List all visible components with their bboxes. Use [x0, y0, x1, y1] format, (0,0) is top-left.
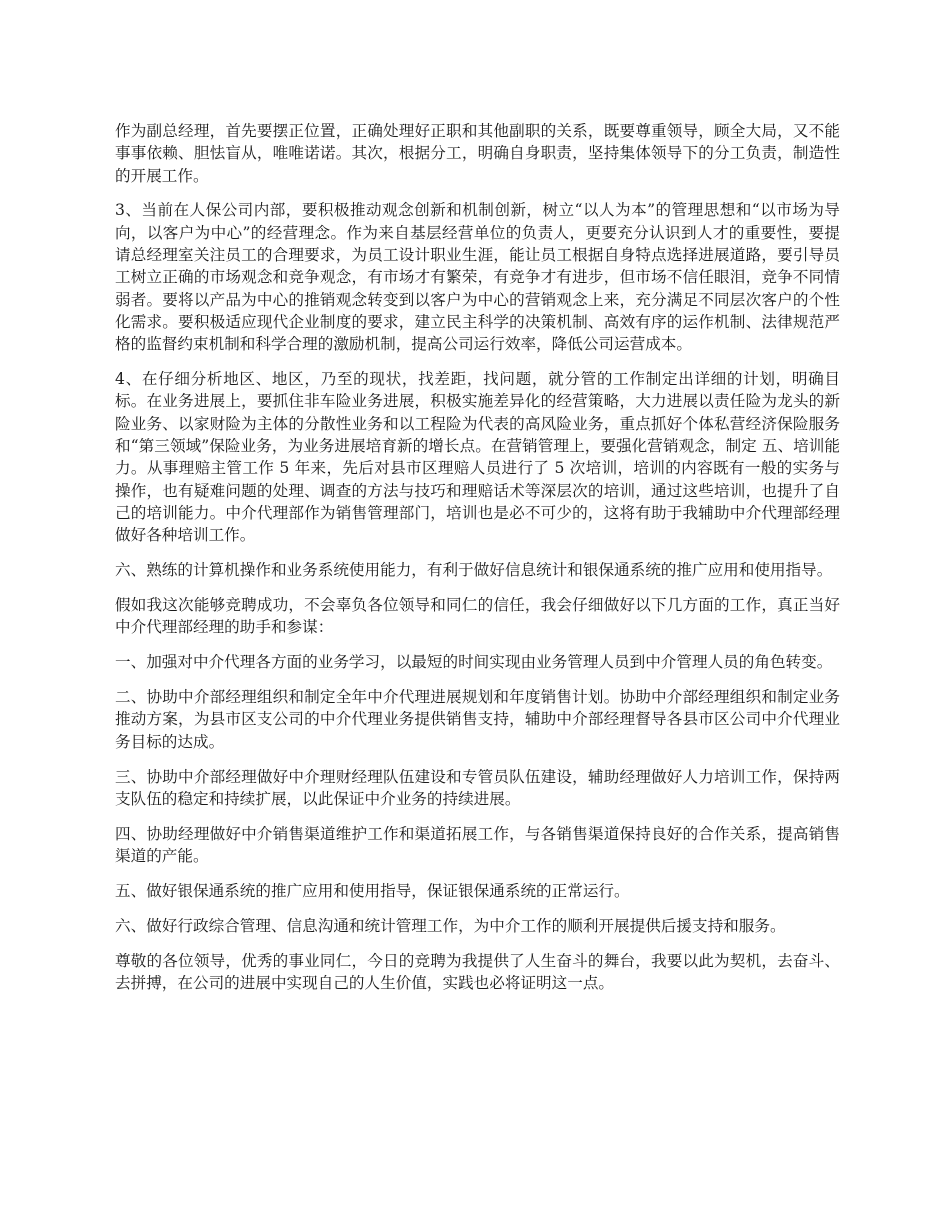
paragraph-point-4-planning: 4、在仔细分析地区、地区，乃至的现状，找差距，找问题，就分管的工作制定出详细的计划，明确目标。在业务进展上，要抓住非车险业务进展，积极实施差异化的经营策略，大力进展以责任险为龙头的新险业务、以家财险为主体的分散性业务和以工程险为代表的高风险业务，重点抓好个体私营经济保险服务和“第三领域”保险业务，为业务进展培育新的增长点。在营销管理上，要强化营销观念，制定 五、培训能力。从事理赔主管工作 5 年来，先后对县市区理赔人员进行了 5 次培训，培训的内容既有一般的实务与操作，也有疑难问题的处理、调查的方法与技巧和理赔话术等深层次的培训，通过这些培训，也提升了自己的培训能力。中介代理部作为销售管理部门，培训也是必不可少的，这将有助于我辅助中介代理部经理做好各种培训工作。 — [115, 370, 840, 545]
paragraph-closing: 尊敬的各位领导，优秀的事业同仁，今日的竞聘为我提供了人生奋斗的舞台，我要以此为契机，去奋斗、去拼搏，在公司的进展中实现自己的人生价值，实践也必将证明这一点。 — [115, 951, 840, 993]
paragraph-duty-5-system: 五、做好银保通系统的推广应用和使用指导，保证银保通系统的正常运行。 — [115, 881, 630, 900]
paragraph-role-positioning: 作为副总经理，首先要摆正位置，正确处理好正职和其他副职的关系，既要尊重领导，顾全大局，又不能事事依赖、胆怯盲从，唯唯诺诺。其次，根据分工，明确自身职责，坚持集体领导下的分工负责，制造性的开展工作。 — [115, 122, 840, 185]
paragraph-duty-6-admin: 六、做好行政综合管理、信息沟通和统计管理工作，为中介工作的顺利开展提供后援支持和服务。 — [115, 916, 786, 935]
paragraph-duty-1-learning: 一、加强对中介代理各方面的业务学习，以最短的时间实现由业务管理人员到中介管理人员的角色转变。 — [115, 653, 833, 672]
paragraph-duty-4-channels: 四、协助经理做好中介销售渠道维护工作和渠道拓展工作，与各销售渠道保持良好的合作关系，提高销售渠道的产能。 — [115, 824, 840, 866]
paragraph-duty-2-planning: 二、协助中介部经理组织和制定全年中介代理进展规划和年度销售计划。协助中介部经理组织和制定业务推动方案，为县市区支公司的中介代理业务提供销售支持，辅助中介部经理督导各县市区公司中介代理业务目标的达成。 — [115, 688, 840, 751]
document-body — [115, 120, 840, 1007]
paragraph-if-successful: 假如我这次能够竞聘成功，不会辜负各位领导和同仁的信任，我会仔细做好以下几方面的工作，真正当好中介代理部经理的助手和参谋： — [115, 596, 840, 637]
paragraph-computer-skills: 六、熟练的计算机操作和业务系统使用能力，有利于做好信息统计和银保通系统的推广应用和使用指导。 — [115, 561, 833, 580]
paragraph-duty-3-team-building: 三、协助中介部经理做好中介理财经理队伍建设和专管员队伍建设，辅助经理做好人力培训工作，保持两支队伍的稳定和持续扩展，以此保证中介业务的持续进展。 — [115, 767, 840, 808]
paragraph-point-3-innovation: 3、当前在人保公司内部，要积极推动观念创新和机制创新，树立“以人为本”的管理思想和“以市场为导向，以客户为中心”的经营理念。作为来自基层经营单位的负责人，更要充分认识到人才的重要性，要提请总经理室关注员工的合理要求，为员工设计职业生涯，能让员工根据自身特点选择进展道路，要引导员工树立正确的市场观念和竞争观念，有市场才有繁荣，有竞争才有进步，但市场不信任眼泪，竞争不同情弱者。要将以产品为中心的推销观念转变到以客户为中心的营销观念上来，充分满足不同层次客户的个性化需求。要积极适应现代企业制度的要求，建立民主科学的决策机制、高效有序的运作机制、法律规范严格的监督约束机制和科学合理的激励机制，提高公司运行效率，降低公司运营成本。 — [115, 201, 840, 354]
